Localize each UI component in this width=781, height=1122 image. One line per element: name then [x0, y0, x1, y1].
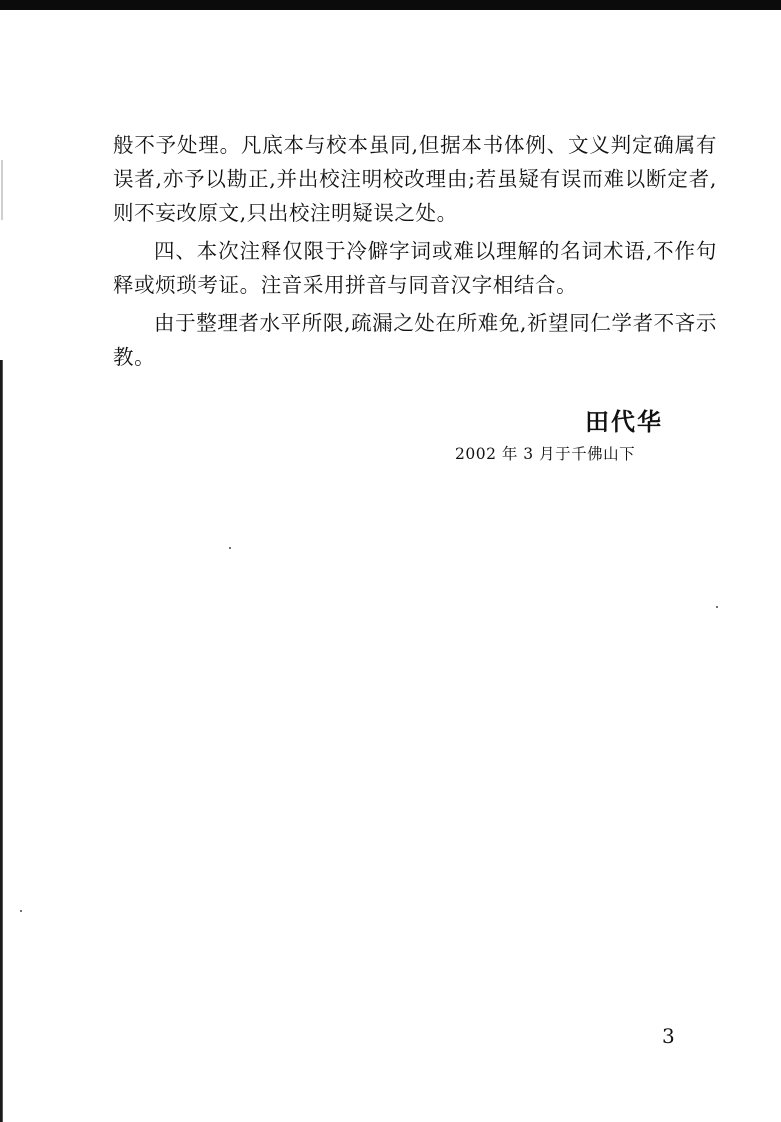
paragraph-annotation-rule: 四、本次注释仅限于冷僻字词或难以理解的名词术语,不作句释或烦琐考证。注音采用拼音与同音汉字相结合。 [113, 239, 717, 297]
paragraph-continued: 般不予处理。凡底本与校本虽同,但据本书体例、文义判定确属有误者,亦予以勘正,并出校注明校改理由;若虽疑有误而难以断定者,则不妄改原文,只出校注明疑误之处。 [113, 133, 717, 225]
author-signature: 田代华 [585, 408, 663, 436]
scan-speck [20, 910, 22, 912]
text-block [113, 128, 717, 378]
page-number: 3 [662, 1024, 675, 1048]
scan-speck [229, 547, 231, 549]
scan-top-edge [0, 0, 781, 10]
scan-speck [716, 606, 718, 608]
paragraph-closing-note: 由于整理者水平所限,疏漏之处在所难免,祈望同仁学者不吝示教。 [113, 311, 717, 369]
scan-left-mark [1, 160, 3, 220]
date-line: 2002 年 3 月于千佛山下 [455, 445, 636, 463]
scan-left-edge [0, 360, 5, 1122]
